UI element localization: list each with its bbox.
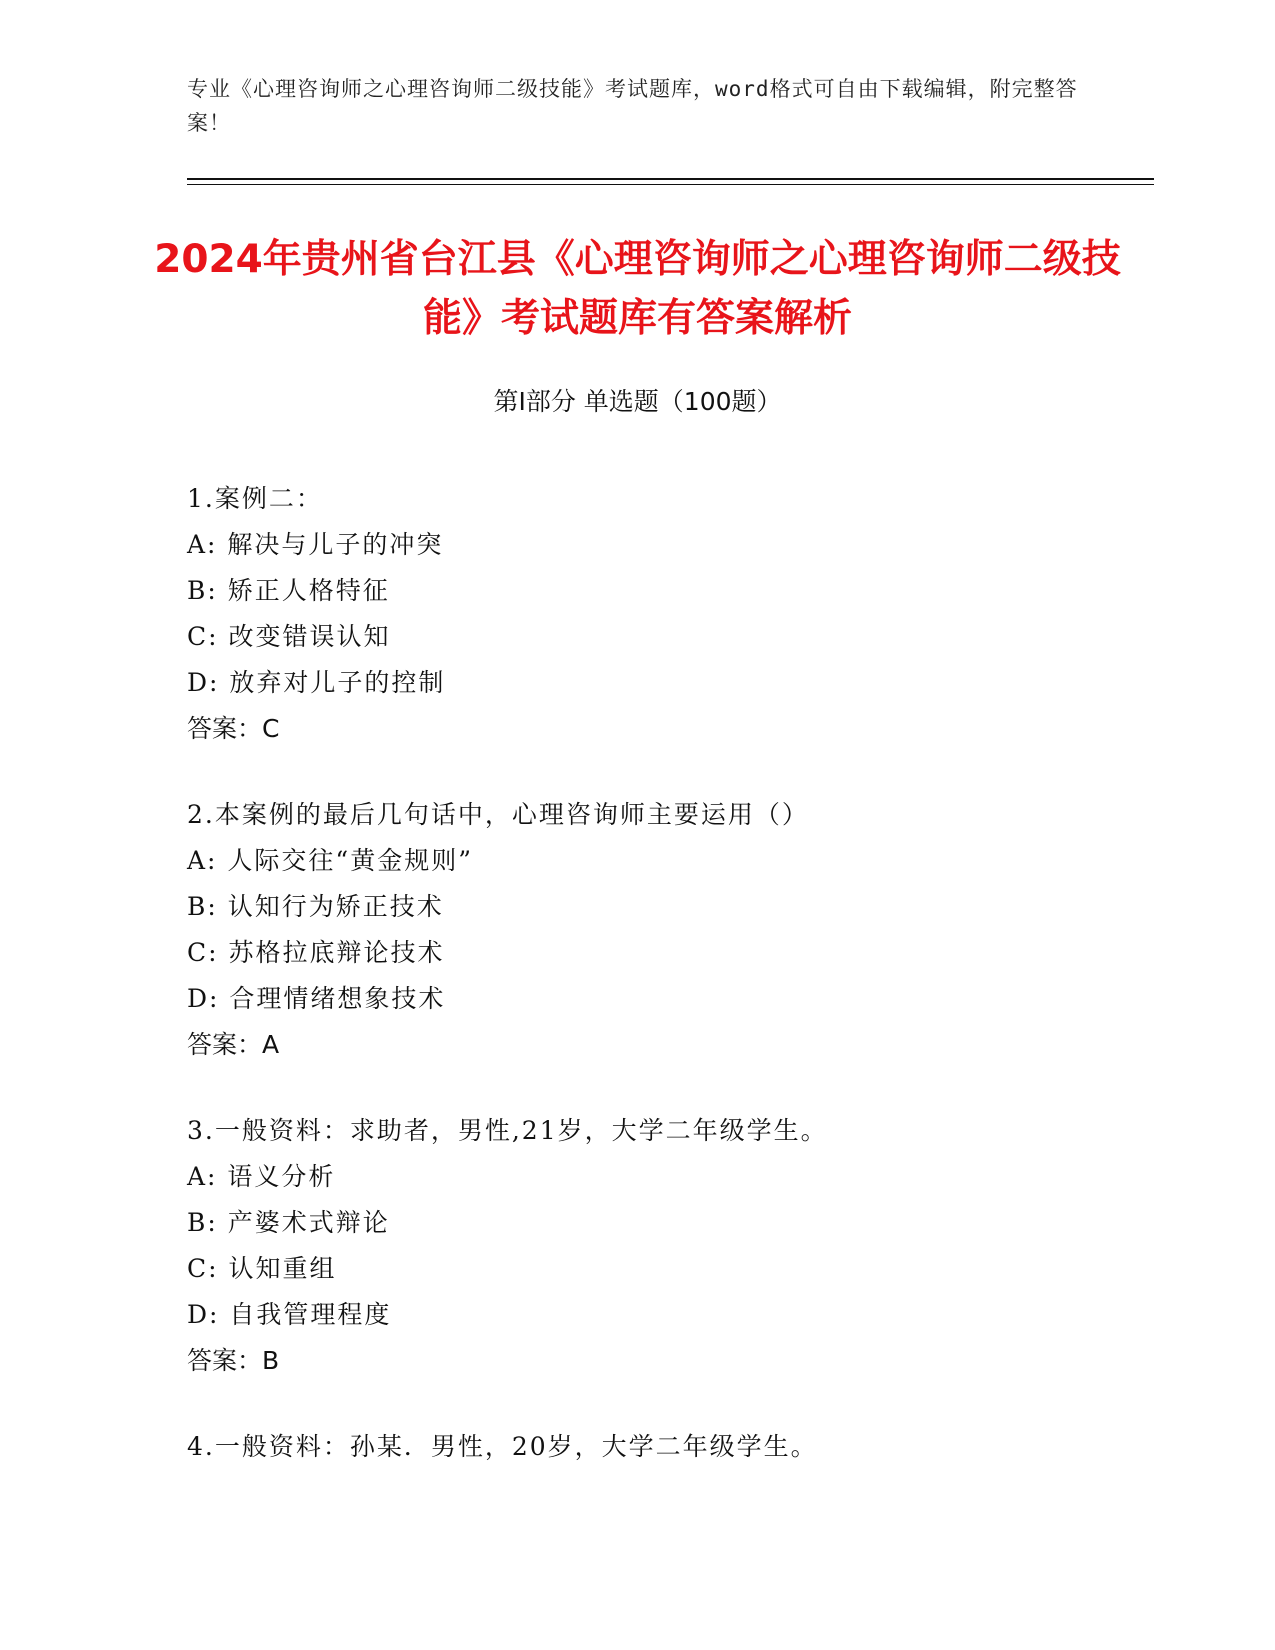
question-3 — [187, 1108, 1187, 1384]
header-divider — [187, 178, 1154, 180]
question-2 — [187, 792, 1187, 1068]
option-d: D: 合理情绪想象技术 — [187, 984, 446, 1013]
option-d: D: 放弃对儿子的控制 — [187, 668, 446, 697]
option-d: D: 自我管理程度 — [187, 1300, 392, 1329]
question-4 — [187, 1424, 1187, 1470]
option-c: C: 改变错误认知 — [187, 622, 391, 651]
header-note: 专业《心理咨询师之心理咨询师二级技能》考试题库，word格式可自由下载编辑，附完整答案！ — [187, 77, 1078, 135]
option-a: A: 人际交往“黄金规则” — [187, 846, 473, 875]
option-a: A: 解决与儿子的冲突 — [187, 530, 444, 559]
answer: 答案：A — [187, 1030, 280, 1059]
question-1 — [187, 476, 1187, 752]
question-stem: 3.一般资料：求助者，男性,21岁，大学二年级学生。 — [187, 1116, 828, 1145]
option-c: C: 认知重组 — [187, 1254, 337, 1283]
answer: 答案：C — [187, 714, 280, 743]
option-c: C: 苏格拉底辩论技术 — [187, 938, 445, 967]
question-stem: 2.本案例的最后几句话中，心理咨询师主要运用（） — [187, 800, 809, 829]
question-stem: 4.一般资料：孙某．男性，20岁，大学二年级学生。 — [187, 1432, 818, 1461]
option-b: B: 产婆术式辩论 — [187, 1208, 390, 1237]
document-title: 2024年贵州省台江县《心理咨询师之心理咨询师二级技能》考试题库有答案解析 — [154, 237, 1121, 341]
option-b: B: 认知行为矫正技术 — [187, 892, 444, 921]
answer: 答案：B — [187, 1346, 280, 1375]
section-title: 第I部分 单选题（100题） — [493, 387, 782, 416]
header-divider-thin — [187, 184, 1154, 185]
question-stem: 1.案例二： — [187, 484, 323, 513]
option-b: B: 矫正人格特征 — [187, 576, 390, 605]
option-a: A: 语义分析 — [187, 1162, 336, 1191]
